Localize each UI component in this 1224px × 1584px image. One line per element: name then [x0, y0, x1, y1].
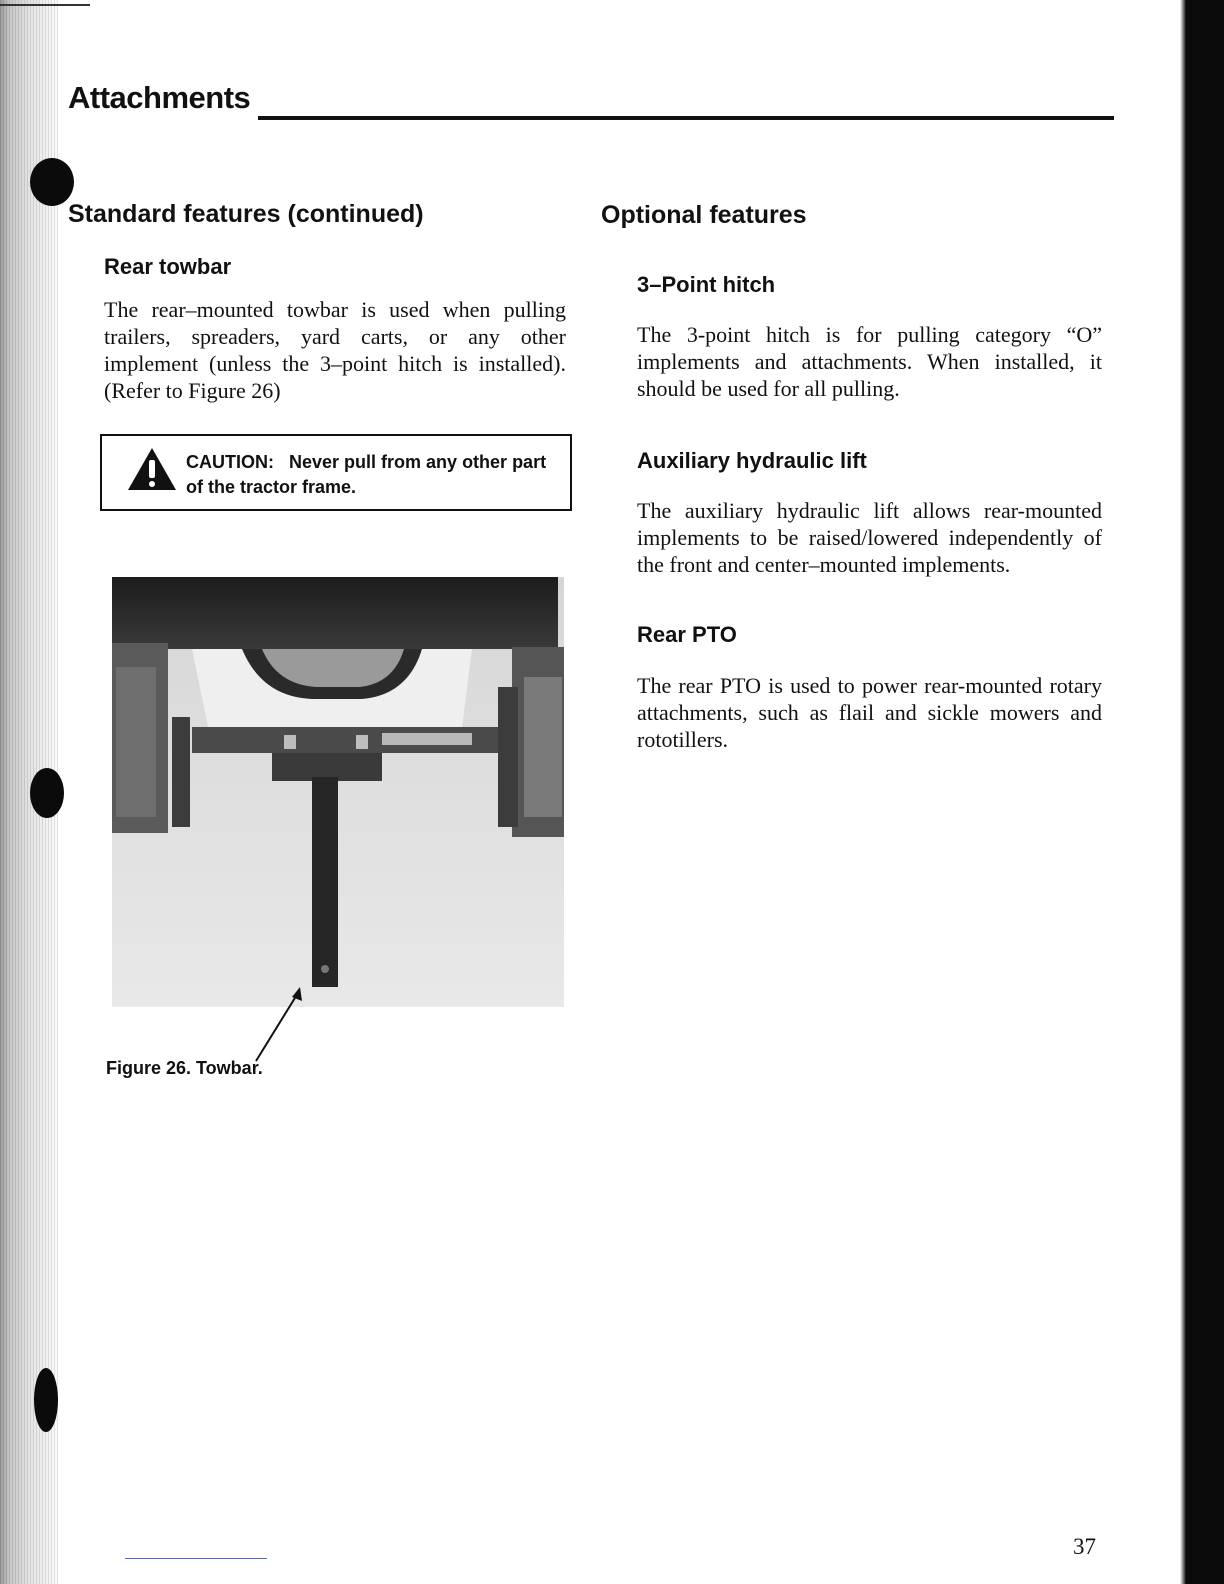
caution-text: Never pull from any other part of the tractor frame.	[186, 452, 547, 497]
punch-hole-top	[30, 158, 74, 206]
caution-label: CAUTION:	[186, 452, 274, 472]
figure-leader-arrow	[250, 985, 310, 1065]
rear-towbar-heading: Rear towbar	[104, 254, 232, 279]
page-number: 37	[1073, 1534, 1096, 1559]
rear-pto-body: The rear PTO is used to power rear-mounted rotary attachments, such as flail and sickle mowers and rototillers.	[637, 673, 1102, 752]
warning-triangle-icon	[126, 446, 178, 492]
page-title: Attachments	[68, 80, 251, 115]
caution-box	[100, 434, 572, 511]
rear-pto-heading: Rear PTO	[637, 622, 737, 647]
towbar-photo	[112, 577, 564, 1007]
scan-right-edge	[1174, 0, 1224, 1584]
caution-message	[186, 450, 556, 500]
punch-hole-bottom	[34, 1368, 58, 1432]
three-point-hitch-body: The 3-point hitch is for pulling category “O” implements and attachments. When installed, it should be used for all pulling.	[637, 322, 1102, 401]
auxiliary-hydraulic-lift-body: The auxiliary hydraulic lift allows rear-mounted implements to be raised/lowered independently of the front and center–mounted implements.	[637, 498, 1102, 577]
title-rule	[258, 116, 1114, 120]
auxiliary-hydraulic-lift-heading: Auxiliary hydraulic lift	[637, 448, 867, 473]
scan-top-rule	[0, 4, 90, 6]
punch-hole-middle	[30, 768, 64, 818]
three-point-hitch-heading: 3–Point hitch	[637, 272, 776, 297]
rear-towbar-body: The rear–mounted towbar is used when pulling trailers, spreaders, yard carts, or any other implement (unless the 3–point hitch is installed). (Refer to Figure 26)	[104, 297, 566, 403]
figure-caption: Figure 26. Towbar.	[106, 1058, 263, 1078]
footer-rule	[125, 1558, 267, 1559]
standard-features-heading: Standard features (continued)	[68, 200, 424, 228]
optional-features-heading: Optional features	[601, 201, 807, 229]
